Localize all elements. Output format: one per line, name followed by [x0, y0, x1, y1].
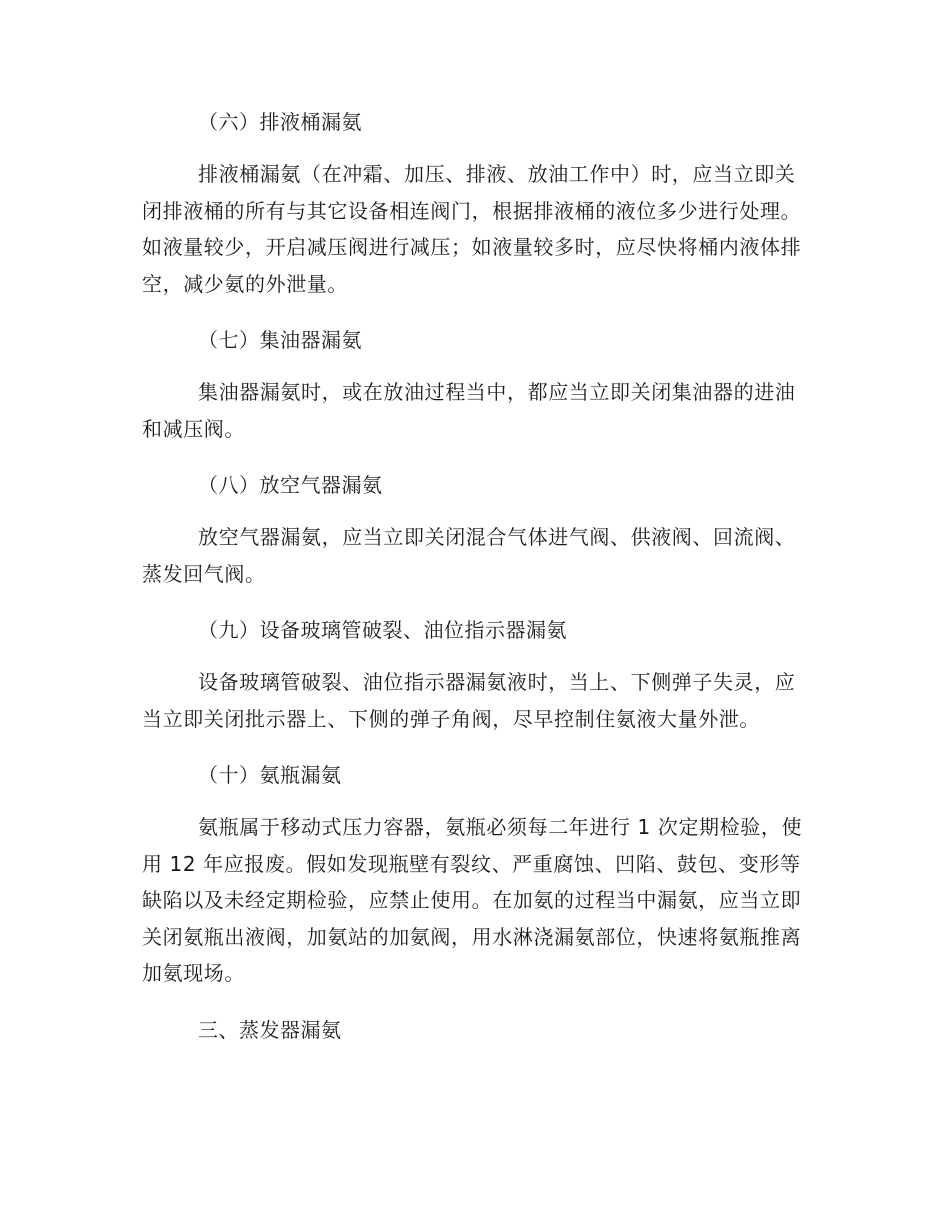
- document-page: [142, 104, 810, 1064]
- section-heading-9: （九）设备玻璃管破裂、油位指示器漏氨: [198, 618, 567, 642]
- section-heading-10: （十）氨瓶漏氨: [198, 763, 342, 787]
- section-body-7: 集油器漏氨时，或在放油过程当中，都应当立即关闭集油器的进油和减压阀。: [142, 380, 796, 441]
- chapter-heading-3: 三、蒸发器漏氨: [198, 1017, 342, 1042]
- section-heading-7: （七）集油器漏氨: [198, 328, 362, 352]
- section-body-6: 排液桶漏氨（在冲霜、加压、排液、放油工作中）时，应当立即关闭排液桶的所有与其它设备相连阀门，根据排液桶的液位多少进行处理。如液量较少，开启减压阀进行减压；如液量较多时，应尽快将桶内液体排空，减少氨的外泄量。: [142, 162, 802, 296]
- section-body-10: 氨瓶属于移动式压力容器，氨瓶必须每二年进行 1 次定期检验，使用 12 年应报废。假如发现瓶壁有裂纹、严重腐蚀、凹陷、鼓包、变形等缺陷以及未经定期检验，应禁止使用。在加氨的过程当中漏氨，应当立即关闭氨瓶出液阀，加氨站的加氨阀，用水淋浇漏氨部位，快速将氨瓶推离加氨现场。: [142, 815, 803, 985]
- section-heading-8: （八）放空气器漏氨: [198, 473, 383, 497]
- section-body-9: 设备玻璃管破裂、油位指示器漏氨液时，当上、下侧弹子失灵，应当立即关闭批示器上、下侧的弹子角阀，尽早控制住氨液大量外泄。: [142, 670, 796, 731]
- section-body-8: 放空气器漏氨，应当立即关闭混合气体进气阀、供液阀、回流阀、蒸发回气阀。: [142, 525, 796, 586]
- section-heading-6: （六）排液桶漏氨: [198, 110, 362, 134]
